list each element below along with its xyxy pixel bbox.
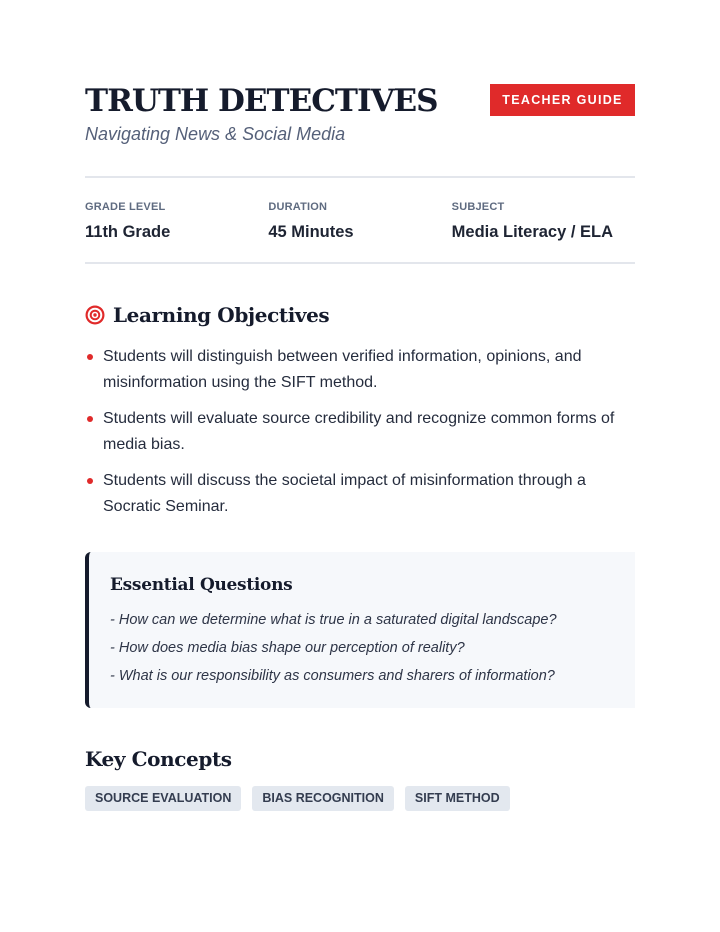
key-concepts-title: Key Concepts (85, 747, 232, 771)
meta-value: 11th Grade (85, 223, 171, 241)
essential-questions-title: Essential Questions (110, 575, 293, 595)
meta-label: DURATION (268, 201, 328, 213)
objectives-list (85, 344, 635, 520)
bullet-icon (87, 478, 93, 484)
page-subtitle: Navigating News & Social Media (85, 124, 346, 144)
key-concepts (85, 746, 635, 811)
meta-label: GRADE LEVEL (85, 201, 166, 213)
lesson-meta (85, 178, 635, 264)
list-item: - What is our responsibility as consumers and sharers of information? (110, 668, 555, 684)
learning-objectives (85, 300, 635, 520)
list-item: - How can we determine what is true in a saturated digital landscape? (110, 612, 557, 628)
essential-questions-list (110, 606, 615, 690)
list-item (85, 344, 635, 396)
essential-questions-box (85, 552, 635, 708)
objectives-heading (85, 300, 635, 330)
meta-value: 45 Minutes (268, 223, 354, 241)
meta-subject (452, 200, 635, 262)
page-header (85, 0, 635, 178)
objective-text: Students will distinguish between verified information, opinions, and misinformation using the SIFT method. (103, 348, 582, 391)
concept-tag: BIAS RECOGNITION (252, 786, 394, 811)
teacher-guide-badge: TEACHER GUIDE (490, 84, 635, 116)
concept-tags (85, 786, 635, 811)
objectives-title: Learning Objectives (113, 303, 330, 327)
objective-text: Students will discuss the societal impact of misinformation through a Socratic Seminar. (103, 472, 586, 515)
meta-value: Media Literacy / ELA (451, 223, 614, 241)
list-item: - How does media bias shape our perception of reality? (110, 640, 465, 656)
target-icon (85, 305, 105, 325)
list-item (85, 468, 635, 520)
bullet-icon (87, 416, 93, 422)
meta-grade-level (85, 200, 268, 262)
meta-label: SUBJECT (451, 201, 505, 213)
concept-tag: SOURCE EVALUATION (85, 786, 241, 811)
concept-tag: SIFT METHOD (405, 786, 510, 811)
list-item (85, 406, 635, 458)
objective-text: Students will evaluate source credibility and recognize common forms of media bias. (103, 410, 615, 453)
meta-duration (268, 200, 451, 262)
bullet-icon (87, 354, 93, 360)
page-title: TRUTH DETECTIVES (85, 83, 438, 119)
